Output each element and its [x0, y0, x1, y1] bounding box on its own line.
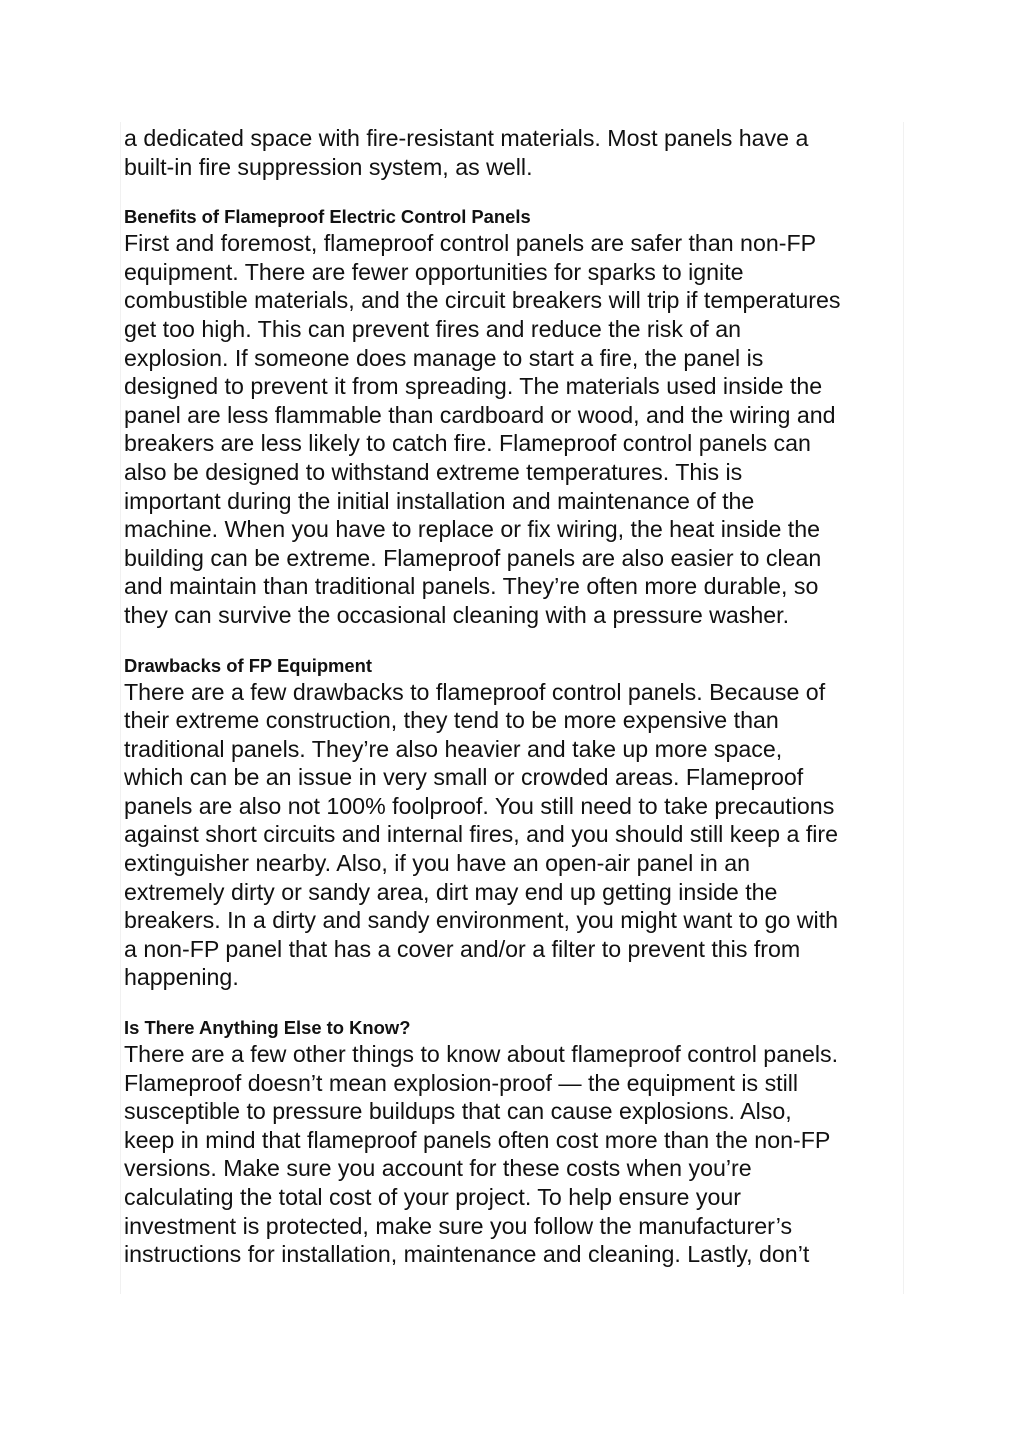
else-to-know-paragraph: [124, 1040, 900, 1269]
text-line: a non-FP panel that has a cover and/or a filter to prevent this from: [124, 935, 801, 962]
text-line: happening.: [124, 964, 239, 991]
section-heading-benefits: Benefits of Flameproof Electric Control Panels: [124, 206, 531, 228]
text-line: a dedicated space with fire-resistant materials. Most panels have a: [124, 125, 809, 151]
drawbacks-paragraph: [124, 678, 900, 993]
text-line: First and foremost, flameproof control panels are safer than non-FP: [124, 230, 817, 257]
text-line: designed to prevent it from spreading. The materials used inside the: [124, 373, 823, 400]
text-line: machine. When you have to replace or fix wiring, the heat inside the: [124, 516, 821, 543]
text-line: combustible materials, and the circuit breakers will trip if temperatures: [124, 287, 841, 314]
section-heading-drawbacks: Drawbacks of FP Equipment: [124, 654, 372, 676]
text-line: instructions for installation, maintenance and cleaning. Lastly, don’t: [124, 1241, 810, 1268]
text-line: important during the initial installation and maintenance of the: [124, 487, 755, 514]
text-line: breakers. In a dirty and sandy environment, you might want to go with: [124, 907, 839, 934]
text-line: extremely dirty or sandy area, dirt may end up getting inside the: [124, 878, 778, 905]
text-line: get too high. This can prevent fires and reduce the risk of an: [124, 315, 741, 342]
text-line: explosion. If someone does manage to start a fire, the panel is: [124, 344, 764, 371]
text-line: keep in mind that flameproof panels often cost more than the non-FP: [124, 1126, 831, 1153]
text-line: Flameproof doesn’t mean explosion-proof — the equipment is still: [124, 1069, 799, 1096]
text-line: panel are less flammable than cardboard or wood, and the wiring and: [124, 401, 836, 428]
text-line: panels are also not 100% foolproof. You still need to take precautions: [124, 792, 835, 819]
text-line: equipment. There are fewer opportunities for sparks to ignite: [124, 258, 744, 285]
document-body: [124, 124, 900, 1269]
text-line: also be designed to withstand extreme temperatures. This is: [124, 458, 743, 485]
text-line: built-in fire suppression system, as well.: [124, 153, 533, 180]
text-line: breakers are less likely to catch fire. Flameproof control panels can: [124, 430, 811, 457]
text-line: extinguisher nearby. Also, if you have an open-air panel in an: [124, 850, 751, 877]
text-line: investment is protected, make sure you follow the manufacturer’s: [124, 1212, 793, 1239]
text-line: There are a few other things to know about flameproof control panels.: [124, 1041, 839, 1068]
text-line: against short circuits and internal fires, and you should still keep a fire: [124, 821, 839, 848]
section-heading-else-to-know: Is There Anything Else to Know?: [124, 1017, 411, 1039]
intro-paragraph: [124, 124, 900, 181]
text-line: and maintain than traditional panels. They’re often more durable, so: [124, 573, 819, 600]
text-line: There are a few drawbacks to flameproof control panels. Because of: [124, 678, 826, 705]
text-line: susceptible to pressure buildups that can cause explosions. Also,: [124, 1098, 792, 1125]
text-line: versions. Make sure you account for these costs when you’re: [124, 1155, 752, 1182]
text-line: they can survive the occasional cleaning with a pressure washer.: [124, 601, 790, 628]
text-line: their extreme construction, they tend to be more expensive than: [124, 707, 779, 734]
text-line: building can be extreme. Flameproof panels are also easier to clean: [124, 544, 822, 571]
text-line: which can be an issue in very small or crowded areas. Flameproof: [124, 764, 804, 791]
text-line: calculating the total cost of your project. To help ensure your: [124, 1184, 741, 1210]
benefits-paragraph: [124, 229, 900, 629]
text-line: traditional panels. They’re also heavier and take up more space,: [124, 735, 783, 762]
